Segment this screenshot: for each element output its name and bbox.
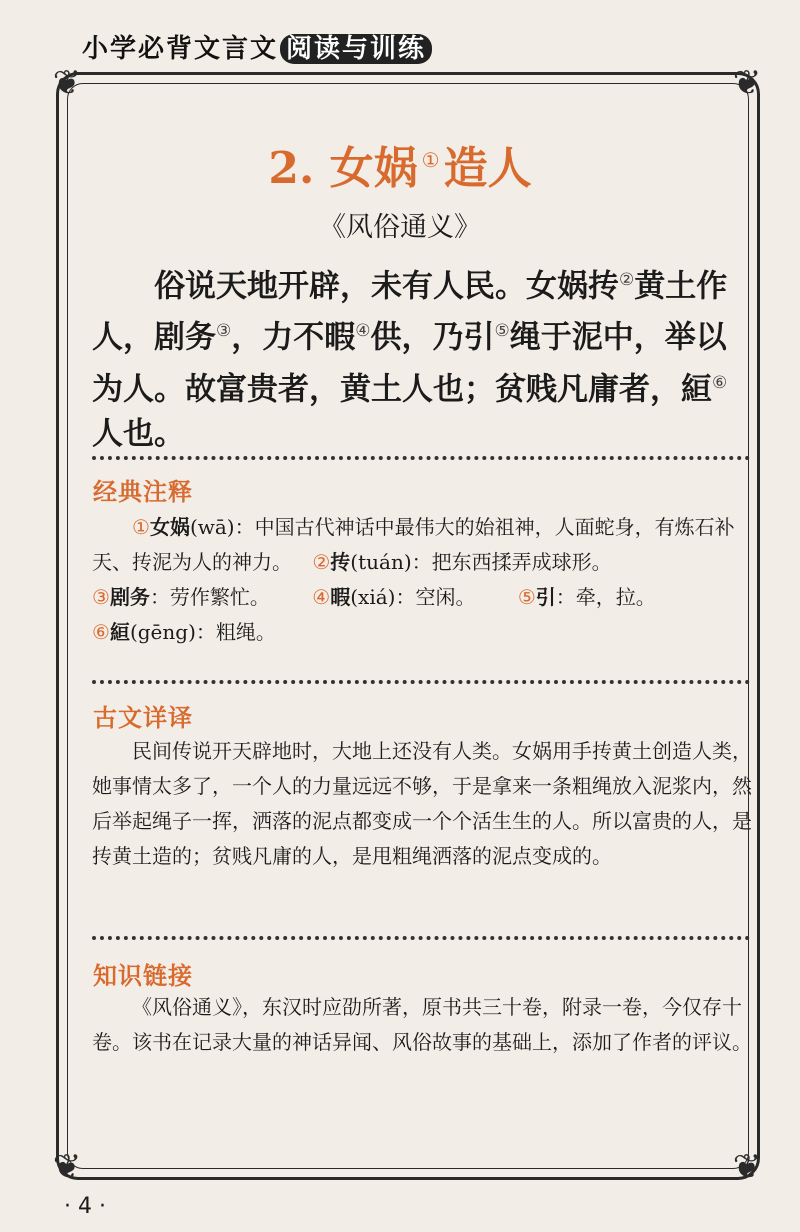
note-item [92,510,754,580]
classic-segment: 俗说天地开辟，未有人民。女娲抟 [154,268,619,305]
note-term: 絙 [109,620,130,644]
lesson-title [0,132,800,196]
note-number: ③ [92,585,110,609]
knowledge-paragraph: 《风俗通义》，东汉时应劭所著，原书共三十卷，附录一卷，今仅存十卷。该书在记录大量的神话异闻、风俗故事的基础上，添加了作者的评议。 [92,995,752,1054]
note-definition: ：把东西揉弄成球形。 [411,550,612,574]
ornament-corner-icon: ❦ [732,63,762,103]
note-marker: ⑤ [494,321,510,342]
note-pinyin: (wā) [189,515,235,539]
note-term: 剧务 [109,585,150,609]
note-number: ② [312,550,331,574]
note-number: ① [132,515,150,539]
note-marker: ③ [216,321,232,342]
classic-segment: 供，乃引 [370,319,495,356]
running-header [82,28,432,65]
note-term: 女娲 [149,515,190,539]
translation-paragraph: 民间传说开天辟地时，大地上还没有人类。女娲用手抟黄土创造人类，她事情太多了，一个人的力量远远不够，于是拿来一条粗绳放入泥浆内，然后举起绳子一挥，洒落的泥点都变成一个个活生生的人。所以富贵的人，是抟黄土造的；贫贱凡庸的人，是甩粗绳洒落的泥点变成的。 [92,739,752,868]
book-title-highlight: 阅读与训练 [280,34,432,64]
ornament-corner-icon: ❦ [52,63,82,103]
knowledge-section-title: 知识链接 [93,962,193,990]
title-number: 2. [268,143,315,194]
classic-text [92,258,748,457]
note-definition: ：牵，拉。 [555,585,656,609]
note-definition: ：劳作繁忙。 [149,585,270,609]
book-title-plain: 小学必背文言文 [82,34,279,64]
classic-segment: 人也。 [92,415,185,452]
note-definition: ：中国古代神话中最伟大的始祖神，人面蛇身，有炼石补天、抟泥为人的神力。 [92,515,735,574]
note-definition: ：空闲。 [395,585,476,609]
knowledge-text [92,990,754,1060]
note-marker: ② [619,270,635,290]
note-number: ④ [312,585,331,609]
note-item [92,580,754,615]
dotted-divider [92,936,750,940]
note-term: 暇 [330,585,351,609]
note-number: ⑤ [517,585,536,609]
title-part2: 造人 [443,143,532,194]
dotted-divider [92,456,750,460]
notes-list [92,510,754,650]
note-definition: ：粗绳。 [195,620,276,644]
source-title: 《风俗通义》 [319,212,481,243]
dotted-divider [92,680,750,684]
classic-segment: 绳于泥中，举以为人。故富贵者，黄土人也；贫贱凡庸者，絙 [92,319,727,407]
title-note-marker: ① [421,148,440,173]
ornament-corner-icon: ❦ [52,1147,82,1187]
classic-segment: ，力不暇 [231,319,356,356]
note-pinyin: (tuán) [350,550,412,574]
note-item [92,615,754,650]
classic-segment: 黄土作人，剧务 [92,268,728,356]
note-number: ⑥ [92,620,110,644]
title-part1: 女娲 [329,143,418,194]
note-pinyin: (gēng) [129,620,196,644]
note-marker: ④ [355,321,371,342]
translation-text [92,734,754,874]
note-pinyin: (xiá) [350,585,396,609]
note-marker: ⑥ [712,372,728,393]
translation-section-title: 古文详译 [93,704,193,732]
page-number: · 4 · [64,1194,106,1219]
note-term: 引 [535,585,556,609]
note-term: 抟 [330,550,351,574]
notes-section-title: 经典注释 [93,478,193,506]
ornament-corner-icon: ❦ [732,1147,762,1187]
